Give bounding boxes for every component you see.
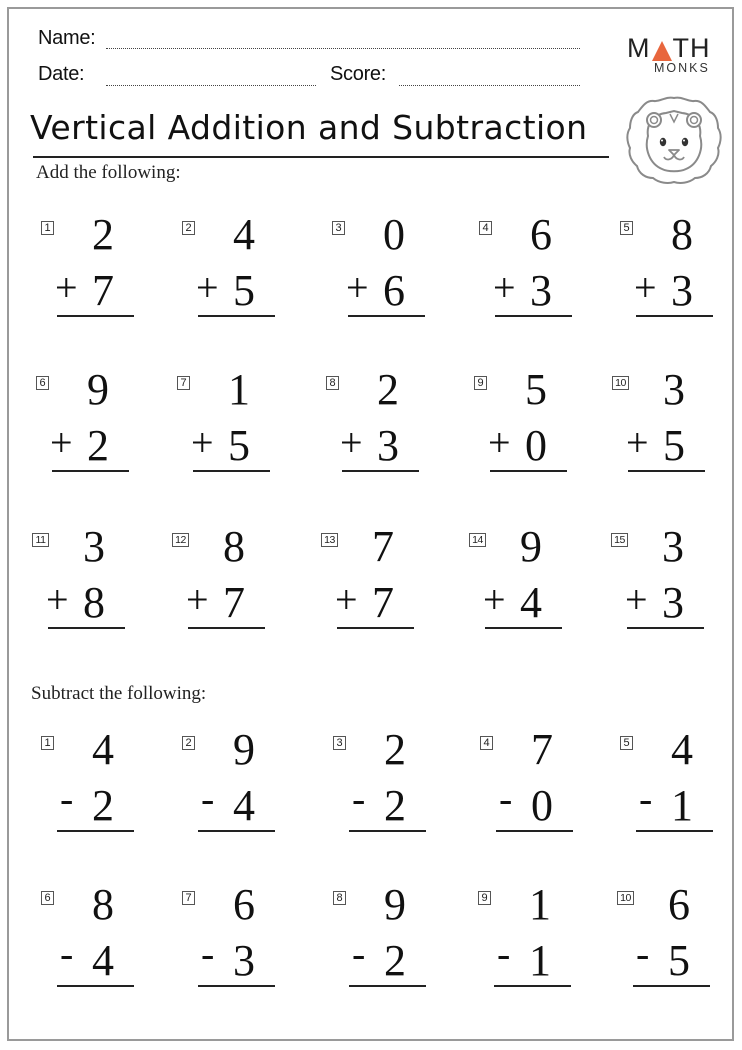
answer-line[interactable] bbox=[57, 985, 134, 987]
subtraction-problem bbox=[182, 880, 292, 999]
math-monks-logo bbox=[627, 33, 717, 75]
addition-problem bbox=[474, 365, 584, 484]
lion-face-icon bbox=[624, 94, 724, 186]
problem-number: 1 bbox=[41, 736, 54, 750]
name-label: Name: bbox=[38, 27, 96, 49]
plus-sign: + bbox=[340, 420, 363, 465]
bottom-operand: 6 bbox=[383, 266, 405, 315]
minus-sign: - bbox=[201, 776, 215, 821]
answer-line[interactable] bbox=[490, 470, 567, 472]
top-operand: 9 bbox=[384, 880, 406, 929]
answer-line[interactable] bbox=[636, 830, 713, 832]
bottom-operand: 7 bbox=[223, 578, 245, 627]
subtraction-problem bbox=[41, 725, 151, 844]
top-operand: 9 bbox=[520, 522, 542, 571]
problem-number: 11 bbox=[32, 533, 49, 547]
top-operand: 7 bbox=[531, 725, 553, 774]
addition-instruction: Add the following: bbox=[36, 162, 181, 183]
subtraction-problem bbox=[41, 880, 151, 999]
plus-sign: + bbox=[46, 577, 69, 622]
plus-sign: + bbox=[625, 577, 648, 622]
bottom-operand: 3 bbox=[671, 266, 693, 315]
addition-problem bbox=[611, 522, 721, 641]
bottom-operand: 4 bbox=[233, 781, 255, 830]
score-field[interactable] bbox=[399, 85, 580, 86]
problem-number: 13 bbox=[321, 533, 338, 547]
subtraction-problem bbox=[480, 725, 590, 844]
problem-number: 5 bbox=[620, 736, 633, 750]
bottom-operand: 3 bbox=[662, 578, 684, 627]
addition-problem bbox=[469, 522, 579, 641]
minus-sign: - bbox=[352, 931, 366, 976]
problem-number: 8 bbox=[333, 891, 346, 905]
bottom-operand: 0 bbox=[525, 421, 547, 470]
top-operand: 8 bbox=[671, 210, 693, 259]
answer-line[interactable] bbox=[494, 985, 571, 987]
top-operand: 4 bbox=[92, 725, 114, 774]
problem-number: 9 bbox=[478, 891, 491, 905]
problem-number: 10 bbox=[612, 376, 629, 390]
addition-problem bbox=[172, 522, 282, 641]
addition-problem bbox=[177, 365, 287, 484]
minus-sign: - bbox=[639, 776, 653, 821]
plus-sign: + bbox=[55, 265, 78, 310]
bottom-operand: 2 bbox=[87, 421, 109, 470]
bottom-operand: 2 bbox=[92, 781, 114, 830]
answer-line[interactable] bbox=[628, 470, 705, 472]
minus-sign: - bbox=[201, 931, 215, 976]
problem-number: 7 bbox=[177, 376, 190, 390]
bottom-operand: 7 bbox=[372, 578, 394, 627]
bottom-operand: 1 bbox=[529, 936, 551, 985]
plus-sign: + bbox=[483, 577, 506, 622]
plus-sign: + bbox=[191, 420, 214, 465]
answer-line[interactable] bbox=[57, 830, 134, 832]
bottom-operand: 5 bbox=[663, 421, 685, 470]
minus-sign: - bbox=[636, 931, 650, 976]
addition-problem bbox=[32, 522, 142, 641]
answer-line[interactable] bbox=[495, 315, 572, 317]
subtraction-problem bbox=[182, 725, 292, 844]
top-operand: 2 bbox=[384, 725, 406, 774]
minus-sign: - bbox=[352, 776, 366, 821]
bottom-operand: 0 bbox=[531, 781, 553, 830]
answer-line[interactable] bbox=[193, 470, 270, 472]
problem-number: 2 bbox=[182, 221, 195, 235]
answer-line[interactable] bbox=[485, 627, 562, 629]
bottom-operand: 5 bbox=[668, 936, 690, 985]
score-label: Score: bbox=[330, 63, 387, 85]
bottom-operand: 8 bbox=[83, 578, 105, 627]
bottom-operand: 5 bbox=[228, 421, 250, 470]
addition-problem bbox=[41, 210, 151, 329]
addition-problem bbox=[321, 522, 431, 641]
logo-letters-th: TH bbox=[672, 33, 711, 63]
answer-line[interactable] bbox=[198, 315, 275, 317]
top-operand: 6 bbox=[668, 880, 690, 929]
top-operand: 2 bbox=[377, 365, 399, 414]
answer-line[interactable] bbox=[198, 830, 275, 832]
triangle-a-icon bbox=[652, 41, 672, 61]
addition-problem bbox=[332, 210, 442, 329]
subtraction-problem bbox=[333, 725, 443, 844]
minus-sign: - bbox=[60, 931, 74, 976]
minus-sign: - bbox=[60, 776, 74, 821]
top-operand: 8 bbox=[92, 880, 114, 929]
top-operand: 3 bbox=[662, 522, 684, 571]
plus-sign: + bbox=[626, 420, 649, 465]
bottom-operand: 4 bbox=[92, 936, 114, 985]
answer-line[interactable] bbox=[52, 470, 129, 472]
bottom-operand: 1 bbox=[671, 781, 693, 830]
subtraction-problem bbox=[617, 880, 727, 999]
top-operand: 3 bbox=[83, 522, 105, 571]
bottom-operand: 3 bbox=[530, 266, 552, 315]
problem-number: 7 bbox=[182, 891, 195, 905]
top-operand: 9 bbox=[87, 365, 109, 414]
problem-number: 15 bbox=[611, 533, 628, 547]
problem-number: 9 bbox=[474, 376, 487, 390]
top-operand: 6 bbox=[530, 210, 552, 259]
addition-problem bbox=[620, 210, 730, 329]
addition-problem bbox=[182, 210, 292, 329]
logo-monks-text: MONKS bbox=[654, 61, 710, 75]
plus-sign: + bbox=[493, 265, 516, 310]
answer-line[interactable] bbox=[57, 315, 134, 317]
answer-line[interactable] bbox=[627, 627, 704, 629]
bottom-operand: 3 bbox=[377, 421, 399, 470]
answer-line[interactable] bbox=[337, 627, 414, 629]
top-operand: 3 bbox=[663, 365, 685, 414]
date-label: Date: bbox=[38, 63, 85, 85]
top-operand: 4 bbox=[671, 725, 693, 774]
problem-number: 8 bbox=[326, 376, 339, 390]
top-operand: 0 bbox=[383, 210, 405, 259]
problem-number: 12 bbox=[172, 533, 189, 547]
top-operand: 1 bbox=[228, 365, 250, 414]
top-operand: 5 bbox=[525, 365, 547, 414]
title-underline bbox=[33, 156, 609, 158]
problem-number: 14 bbox=[469, 533, 486, 547]
plus-sign: + bbox=[335, 577, 358, 622]
logo-letter-m: M bbox=[627, 33, 651, 63]
addition-problem bbox=[36, 365, 146, 484]
bottom-operand: 2 bbox=[384, 936, 406, 985]
addition-problem bbox=[612, 365, 722, 484]
top-operand: 7 bbox=[372, 522, 394, 571]
minus-sign: - bbox=[497, 931, 511, 976]
problem-number: 6 bbox=[41, 891, 54, 905]
answer-line[interactable] bbox=[198, 985, 275, 987]
answer-line[interactable] bbox=[636, 315, 713, 317]
addition-problem bbox=[326, 365, 436, 484]
plus-sign: + bbox=[196, 265, 219, 310]
problem-number: 4 bbox=[480, 736, 493, 750]
problem-number: 5 bbox=[620, 221, 633, 235]
problem-number: 3 bbox=[333, 736, 346, 750]
page-title: Vertical Addition and Subtraction bbox=[30, 108, 588, 147]
top-operand: 8 bbox=[223, 522, 245, 571]
plus-sign: + bbox=[634, 265, 657, 310]
top-operand: 1 bbox=[529, 880, 551, 929]
problem-number: 10 bbox=[617, 891, 634, 905]
plus-sign: + bbox=[346, 265, 369, 310]
answer-line[interactable] bbox=[496, 830, 573, 832]
addition-problem bbox=[479, 210, 589, 329]
answer-line[interactable] bbox=[188, 627, 265, 629]
bottom-operand: 5 bbox=[233, 266, 255, 315]
subtraction-problem bbox=[333, 880, 443, 999]
plus-sign: + bbox=[488, 420, 511, 465]
date-field[interactable] bbox=[106, 85, 316, 86]
answer-line[interactable] bbox=[342, 470, 419, 472]
problem-number: 2 bbox=[182, 736, 195, 750]
top-operand: 4 bbox=[233, 210, 255, 259]
subtraction-problem bbox=[620, 725, 730, 844]
plus-sign: + bbox=[50, 420, 73, 465]
answer-line[interactable] bbox=[349, 830, 426, 832]
answer-line[interactable] bbox=[633, 985, 710, 987]
subtraction-problem bbox=[478, 880, 588, 999]
top-operand: 2 bbox=[92, 210, 114, 259]
minus-sign: - bbox=[499, 776, 513, 821]
problem-number: 6 bbox=[36, 376, 49, 390]
logo-math-text bbox=[627, 33, 717, 64]
answer-line[interactable] bbox=[48, 627, 125, 629]
bottom-operand: 7 bbox=[92, 266, 114, 315]
subtraction-instruction: Subtract the following: bbox=[31, 683, 207, 704]
bottom-operand: 2 bbox=[384, 781, 406, 830]
bottom-operand: 4 bbox=[520, 578, 542, 627]
answer-line[interactable] bbox=[349, 985, 426, 987]
problem-number: 4 bbox=[479, 221, 492, 235]
bottom-operand: 3 bbox=[233, 936, 255, 985]
problem-number: 3 bbox=[332, 221, 345, 235]
name-field[interactable] bbox=[106, 48, 580, 49]
problem-number: 1 bbox=[41, 221, 54, 235]
top-operand: 9 bbox=[233, 725, 255, 774]
answer-line[interactable] bbox=[348, 315, 425, 317]
plus-sign: + bbox=[186, 577, 209, 622]
top-operand: 6 bbox=[233, 880, 255, 929]
